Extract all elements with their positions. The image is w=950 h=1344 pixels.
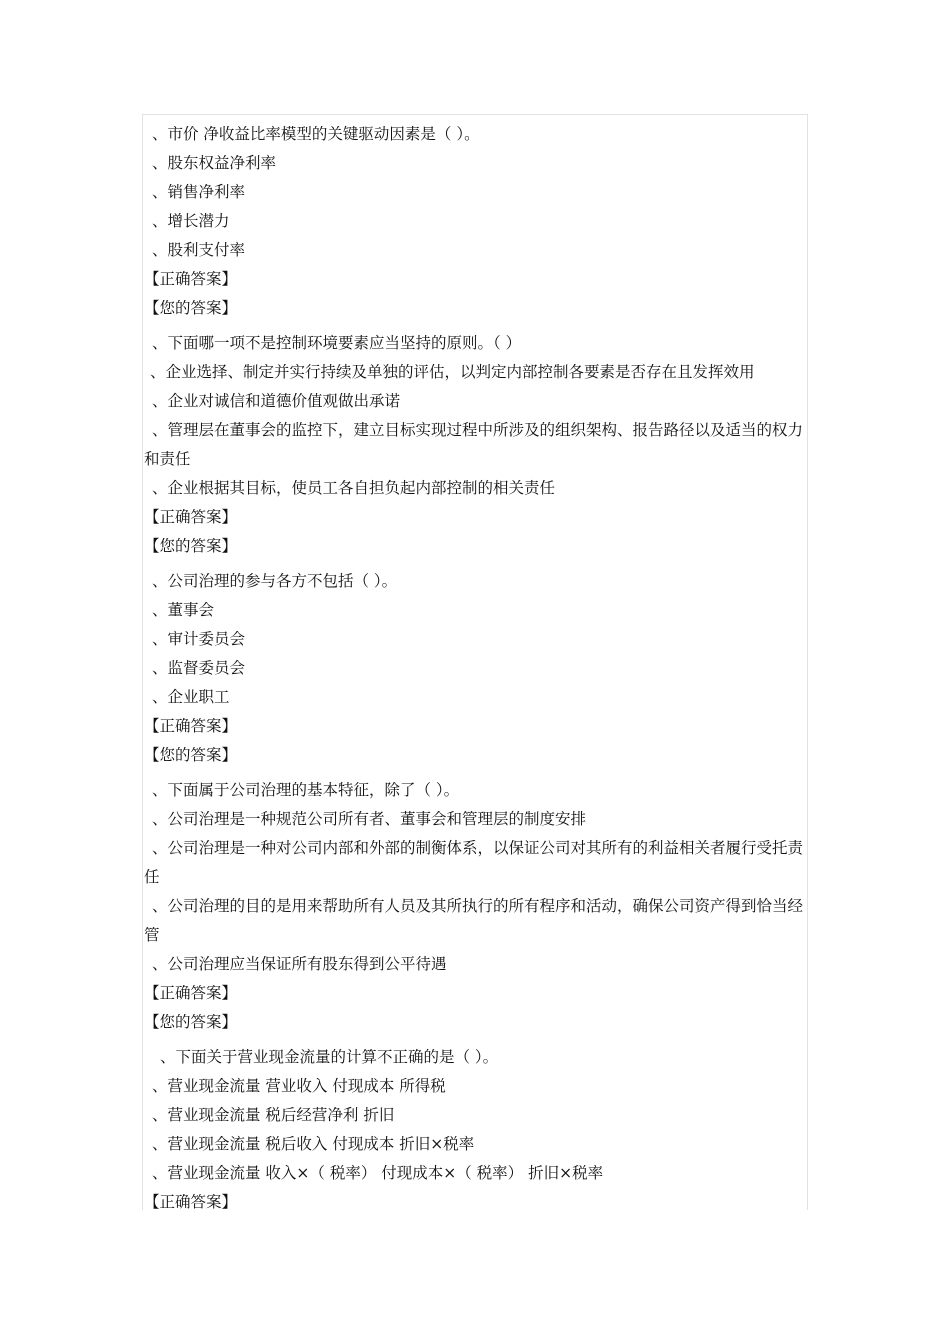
correct-answer-label: 【正确答案】 (144, 984, 238, 1002)
option: 、企业对诚信和道德价值观做出承诺 (152, 392, 401, 410)
option: 、营业现金流量 营业收入 付现成本 所得税 (152, 1077, 446, 1095)
option: 、营业现金流量 收入×（ 税率） 付现成本×（ 税率） 折旧×税率 (152, 1164, 604, 1182)
question-1 (144, 120, 808, 323)
your-answer-label: 【您的答案】 (144, 746, 238, 764)
question-text: 、公司治理的参与各方不包括（ ）。 (152, 572, 398, 590)
option: 、公司治理是一种规范公司所有者、董事会和管理层的制度安排 (152, 810, 587, 828)
option: 、审计委员会 (152, 630, 246, 648)
option: 、监督委员会 (152, 659, 246, 677)
option: 、企业根据其目标，使员工各自担负起内部控制的相关责任 (152, 479, 556, 497)
question-text: 、下面哪一项不是控制环境要素应当坚持的原则。（ ） (152, 334, 522, 352)
question-3 (144, 567, 808, 770)
option: 、营业现金流量 税后收入 付现成本 折旧×税率 (152, 1135, 475, 1153)
option: 、公司治理是一种对公司内部和外部的制衡体系，以保证公司对其所有的利益相关者履行受托责任 (144, 839, 804, 886)
option: 、销售净利率 (152, 183, 246, 201)
question-text: 、下面属于公司治理的基本特征，除了（ ）。 (152, 781, 460, 799)
option: 、公司治理应当保证所有股东得到公平待遇 (152, 955, 447, 973)
your-answer-label: 【您的答案】 (144, 299, 238, 317)
option: 、企业选择、制定并实行持续及单独的评估，以判定内部控制各要素是否存在且发挥效用 (150, 363, 755, 381)
option: 、董事会 (152, 601, 215, 619)
question-text: 、下面关于营业现金流量的计算不正确的是（ ）。 (160, 1048, 499, 1066)
option: 、管理层在董事会的监控下，建立目标实现过程中所涉及的组织架构、报告路径以及适当的权力和责任 (144, 421, 804, 468)
question-2 (144, 329, 808, 561)
option: 、企业职工 (152, 688, 230, 706)
option: 、增长潜力 (152, 212, 230, 230)
option: 、股利支付率 (152, 241, 246, 259)
option: 、营业现金流量 税后经营净利 折旧 (152, 1106, 395, 1124)
correct-answer-label: 【正确答案】 (144, 717, 238, 735)
your-answer-label: 【您的答案】 (144, 1013, 238, 1031)
question-list (144, 120, 808, 1217)
question-5 (144, 1043, 808, 1217)
correct-answer-label: 【正确答案】 (144, 508, 238, 526)
option: 、公司治理的目的是用来帮助所有人员及其所执行的所有程序和活动，确保公司资产得到恰当经管 (144, 897, 804, 944)
option: 、股东权益净利率 (152, 154, 277, 172)
your-answer-label: 【您的答案】 (144, 537, 238, 555)
correct-answer-label: 【正确答案】 (144, 1193, 238, 1211)
correct-answer-label: 【正确答案】 (144, 270, 238, 288)
question-text: 、市价 净收益比率模型的关键驱动因素是（ ）。 (152, 125, 480, 143)
question-4 (144, 776, 808, 1037)
